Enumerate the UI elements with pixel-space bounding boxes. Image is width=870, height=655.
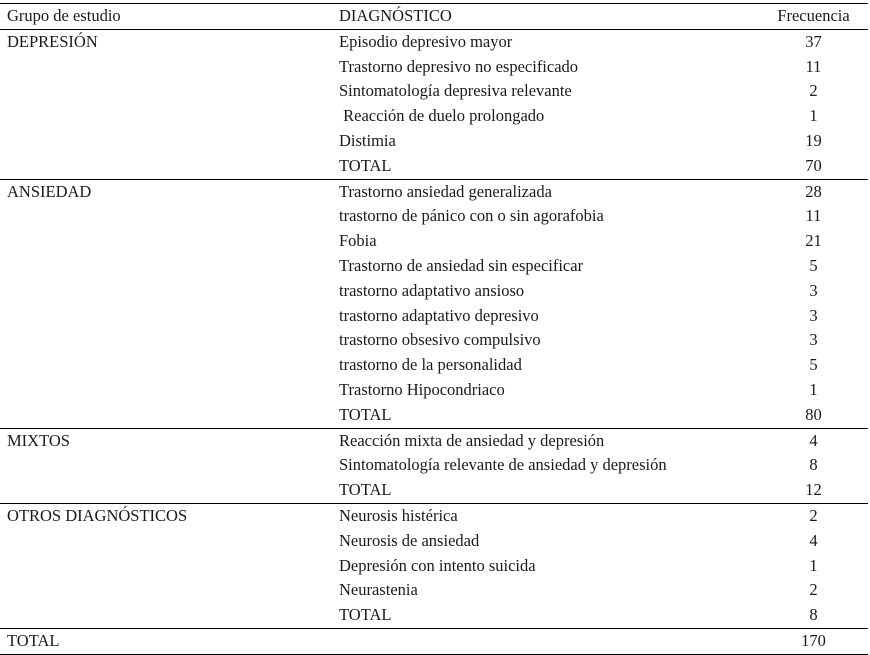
- diagnosis-cell: trastorno adaptativo depresivo: [339, 305, 539, 325]
- diagnosis-cell: Reacción de duelo prolongado: [339, 106, 545, 126]
- group-name: MIXTOS: [7, 430, 70, 450]
- frequency-cell: 3: [809, 280, 818, 300]
- table-row: [0, 79, 868, 104]
- table-row: [0, 503, 868, 528]
- diagnosis-cell: TOTAL: [339, 154, 759, 179]
- group-name: OTROS DIAGNÓSTICOS: [7, 505, 188, 525]
- table-row: [0, 204, 868, 229]
- diagnosis-cell: TOTAL: [339, 603, 759, 628]
- group-cell-empty: [0, 378, 339, 403]
- diagnosis-cell: Depresión con intento suicida: [339, 555, 536, 575]
- frequency-cell: 3: [809, 305, 818, 325]
- diagnosis-cell: trastorno obsesivo compulsivo: [339, 330, 541, 350]
- subtotal-row: [0, 603, 868, 628]
- diagnosis-cell: TOTAL: [339, 403, 759, 428]
- table-row: [0, 29, 868, 54]
- diagnosis-cell: Reacción mixta de ansiedad y depresión: [339, 430, 605, 450]
- group-cell-empty: [0, 578, 339, 603]
- group-cell-empty: [0, 254, 339, 279]
- grand-total-row: [0, 628, 868, 654]
- table-row: [0, 453, 868, 478]
- table-row: [0, 129, 868, 154]
- group-cell-empty: [0, 79, 339, 104]
- table-row: [0, 428, 868, 453]
- table-row: [0, 229, 868, 254]
- frequency-cell: 80: [759, 403, 868, 428]
- frequency-cell: 37: [805, 31, 822, 51]
- diagnosis-cell: Neurastenia: [339, 580, 418, 600]
- table-row: [0, 378, 868, 403]
- group-name: ANSIEDAD: [7, 181, 92, 201]
- diagnosis-cell: Neurosis histérica: [339, 505, 458, 525]
- frequency-cell: 4: [809, 430, 818, 450]
- table-row: [0, 55, 868, 80]
- group-cell-empty: [0, 453, 339, 478]
- group-cell-empty: [0, 478, 339, 503]
- frequency-cell: 3: [809, 330, 818, 350]
- group-cell-empty: [0, 55, 339, 80]
- grand-total-empty: [339, 628, 759, 654]
- frequency-cell: 5: [809, 355, 818, 375]
- group-cell-empty: [0, 204, 339, 229]
- table-row: [0, 328, 868, 353]
- group-cell-empty: [0, 529, 339, 554]
- diagnosis-cell: Distimia: [339, 130, 396, 150]
- frequency-cell: 1: [809, 379, 818, 399]
- group-cell-empty: [0, 554, 339, 579]
- group-cell-empty: [0, 129, 339, 154]
- frequency-cell: 19: [805, 130, 822, 150]
- subtotal-row: [0, 478, 868, 503]
- header-row: [0, 4, 868, 30]
- frequency-cell: 2: [809, 580, 818, 600]
- table-row: [0, 529, 868, 554]
- table-row: [0, 353, 868, 378]
- diagnosis-cell: Episodio depresivo mayor: [339, 31, 513, 51]
- frequency-cell: 2: [809, 505, 818, 525]
- diagnosis-cell: TOTAL: [339, 478, 759, 503]
- grand-total-label: TOTAL: [0, 628, 339, 654]
- diagnosis-cell: Trastorno depresivo no especificado: [339, 56, 579, 76]
- table-row: [0, 179, 868, 204]
- group-cell-empty: [0, 304, 339, 329]
- table-row: [0, 304, 868, 329]
- diagnosis-cell: Trastorno de ansiedad sin especificar: [339, 255, 584, 275]
- frequency-cell: 5: [809, 255, 818, 275]
- frequency-cell: 8: [809, 455, 818, 475]
- diagnosis-cell: Fobia: [339, 231, 377, 251]
- diagnosis-cell: Neurosis de ansiedad: [339, 530, 480, 550]
- frequency-cell: 11: [805, 56, 822, 76]
- frequency-cell: 11: [805, 206, 822, 226]
- group-cell-empty: [0, 154, 339, 179]
- group-cell-empty: [0, 104, 339, 129]
- diagnosis-cell: trastorno de pánico con o sin agorafobia: [339, 206, 604, 226]
- subtotal-row: [0, 154, 868, 179]
- diagnosis-cell: Sintomatología depresiva relevante: [339, 81, 572, 101]
- grand-total-value: 170: [759, 628, 868, 654]
- frequency-cell: 8: [759, 603, 868, 628]
- header-group: Grupo de estudio: [0, 4, 339, 30]
- frequency-cell: 70: [759, 154, 868, 179]
- group-name: DEPRESIÓN: [7, 31, 98, 51]
- diagnosis-cell: trastorno adaptativo ansioso: [339, 280, 525, 300]
- diagnosis-frequency-table: [0, 3, 868, 655]
- frequency-cell: 2: [809, 81, 818, 101]
- table-body: [0, 29, 868, 654]
- diagnosis-cell: Trastorno ansiedad generalizada: [339, 181, 552, 201]
- frequency-cell: 21: [805, 231, 822, 251]
- group-cell-empty: [0, 353, 339, 378]
- table-row: [0, 104, 868, 129]
- table-row: [0, 254, 868, 279]
- table-row: [0, 279, 868, 304]
- group-cell-empty: [0, 328, 339, 353]
- table-row: [0, 578, 868, 603]
- diagnosis-cell: Trastorno Hipocondriaco: [339, 379, 505, 399]
- frequency-cell: 1: [809, 106, 818, 126]
- diagnosis-cell: trastorno de la personalidad: [339, 355, 522, 375]
- header-diagnosis: DIAGNÓSTICO: [339, 4, 759, 30]
- header-frequency: Frecuencia: [759, 4, 868, 30]
- group-cell-empty: [0, 229, 339, 254]
- frequency-cell: 4: [809, 530, 818, 550]
- frequency-cell: 1: [809, 555, 818, 575]
- subtotal-row: [0, 403, 868, 428]
- group-cell-empty: [0, 603, 339, 628]
- frequency-cell: 28: [805, 181, 822, 201]
- group-cell-empty: [0, 403, 339, 428]
- table-row: [0, 554, 868, 579]
- frequency-cell: 12: [759, 478, 868, 503]
- group-cell-empty: [0, 279, 339, 304]
- diagnosis-cell: Sintomatología relevante de ansiedad y depresión: [339, 455, 667, 475]
